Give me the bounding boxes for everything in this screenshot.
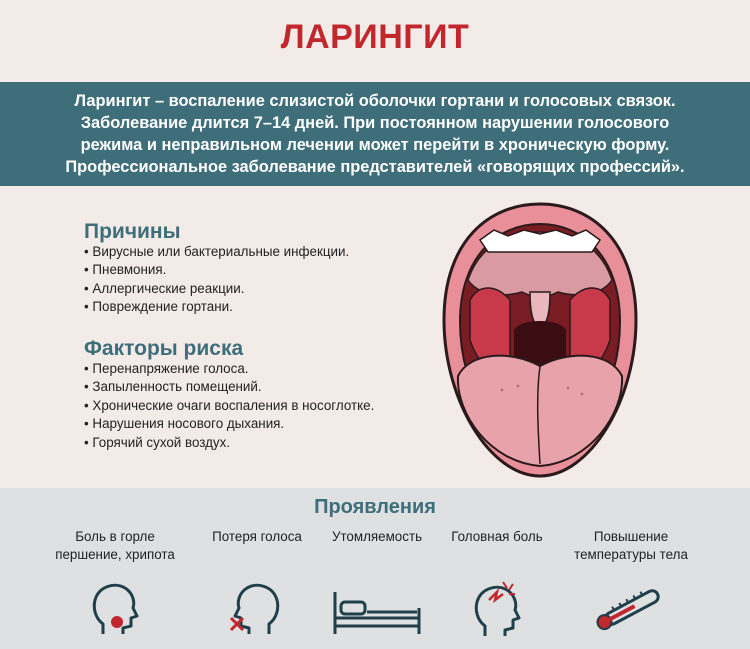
thermometer-icon [591,578,671,638]
tongue-dot [567,387,569,389]
symptom-label: температуры тела [574,547,688,562]
list-item: • Перенапряжение голоса. [84,360,374,378]
intro-line: Ларингит – воспаление слизистой оболочки гортани и голосовых связок. [74,92,676,110]
causes-list [84,243,349,317]
symptom-label: Потеря голоса [212,529,302,544]
intro-line: режима и неправильном лечении может перейти в хроническую форму. [80,136,670,154]
page-title: ЛАРИНГИТ [280,18,470,56]
open-mouth-illustration [440,200,640,480]
tongue-dot [501,389,503,391]
list-item: • Аллергические реакции. [84,280,349,298]
list-item: • Горячий сухой воздух. [84,434,374,452]
list-item: • Хронические очаги воспаления в носоглотке. [84,397,374,415]
symptom-label: Головная боль [451,529,543,544]
risks-list [84,360,374,452]
symptom-headache [432,528,562,638]
intro-line: Профессиональное заболевание представителей «говорящих профессий». [65,158,685,176]
bed-icon [329,578,425,638]
tongue-dot [517,385,519,387]
list-item: • Нарушения носового дыхания. [84,415,374,433]
list-item: • Повреждение гортани. [84,298,349,316]
teeth-row [480,230,600,252]
symptom-fatigue [312,528,442,638]
list-item: • Вирусные или бактериальные инфекции. [84,243,349,261]
symptom-label: Повышение [593,529,669,544]
intro-banner [0,82,750,186]
symptom-label: першение, хрипота [55,547,175,562]
list-item: • Запыленность помещений. [84,378,374,396]
risks-heading: Факторы риска [84,337,244,360]
symptom-voice-loss [192,528,322,638]
list-item: • Пневмония. [84,261,349,279]
head-pain-icon [467,578,527,638]
symptom-fever [566,528,696,638]
symptom-label: Боль в горле [75,529,155,544]
head-throat-icon [85,578,145,638]
tongue-dot [581,393,583,395]
intro-line: Заболевание длится 7–14 дней. При постоянном нарушении голосового [80,114,670,132]
head-mute-icon [227,578,287,638]
causes-heading: Причины [84,220,181,243]
symptoms-heading: Проявления [314,496,436,518]
symptoms-panel [0,488,750,649]
symptom-sore-throat [50,528,180,638]
symptom-label: Утомляемость [331,529,423,544]
